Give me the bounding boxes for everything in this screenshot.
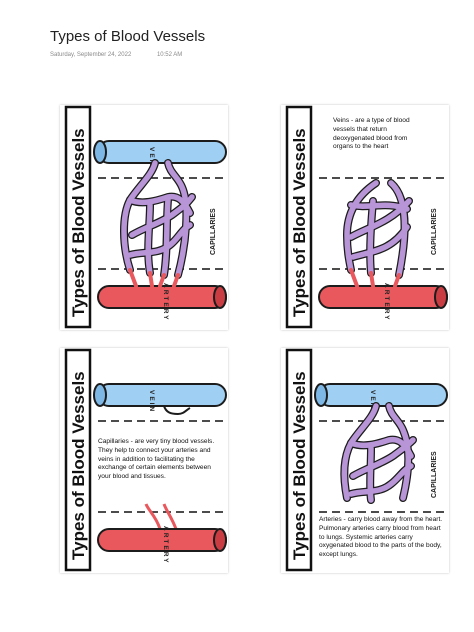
- side-title: Types of Blood Vessels: [290, 371, 309, 560]
- side-title: Types of Blood Vessels: [69, 371, 88, 560]
- diagram-card-arteries: [281, 348, 449, 573]
- artery-opening: [214, 286, 226, 308]
- arteries-caption: Arteries - carry blood away from the heart. Pulmonary arteries carry blood from heart to lungs. Systemic arteries carry oxygenated blood to the parts of the body, except lungs.: [319, 516, 443, 559]
- vein-label: VEIN: [148, 390, 155, 414]
- vein-label: VEIN: [148, 147, 155, 171]
- note-time: 10:52 AM: [156, 52, 183, 58]
- vein-tube: [98, 141, 226, 163]
- note-date: Saturday, September 24, 2022: [50, 52, 132, 58]
- capillary-network: [124, 163, 192, 286]
- side-title: Types of Blood Vessels: [69, 128, 88, 317]
- artery-opening: [435, 286, 447, 308]
- vein-label: VEIN: [369, 390, 376, 414]
- capillaries-label: CAPILLARIES: [210, 208, 217, 255]
- vein-stub: [164, 406, 190, 414]
- side-title: Types of Blood Vessels: [290, 128, 309, 317]
- capillaries-label: CAPILLARIES: [431, 208, 438, 255]
- diagram-card-veins: [281, 105, 449, 330]
- capillary-network: [347, 183, 409, 286]
- artery-label: ARTERY: [162, 526, 169, 565]
- capillaries-label: CAPILLARIES: [431, 451, 438, 498]
- diagram-card-full: [60, 105, 228, 330]
- vein-tube: [319, 384, 447, 406]
- vein-opening: [94, 384, 106, 406]
- blood-vessel-diagram: [60, 105, 228, 330]
- artery-tube: [319, 286, 447, 308]
- capillary-network: [344, 406, 413, 500]
- note-timestamp: [50, 52, 182, 58]
- artery-tube: [98, 286, 226, 308]
- veins-caption: Veins - are a type of blood vessels that return deoxygenated blood from organs to the heart: [333, 117, 410, 151]
- diagram-card-capillaries: [60, 348, 228, 573]
- capillaries-caption: Capillaries - are very tiny blood vessels. They help to connect your arteries and veins in addition to facilitating the exchange of certain elements between your blood and tissues.: [98, 438, 215, 481]
- vein-opening: [315, 384, 327, 406]
- artery-opening: [214, 529, 226, 551]
- vein-tube: [98, 384, 226, 406]
- artery-label: ARTERY: [162, 283, 169, 322]
- vein-opening: [94, 141, 106, 163]
- artery-tube: [98, 529, 226, 551]
- artery-label: ARTERY: [383, 283, 390, 322]
- page-title: Types of Blood Vessels: [50, 28, 206, 45]
- artery-stub: [146, 504, 176, 529]
